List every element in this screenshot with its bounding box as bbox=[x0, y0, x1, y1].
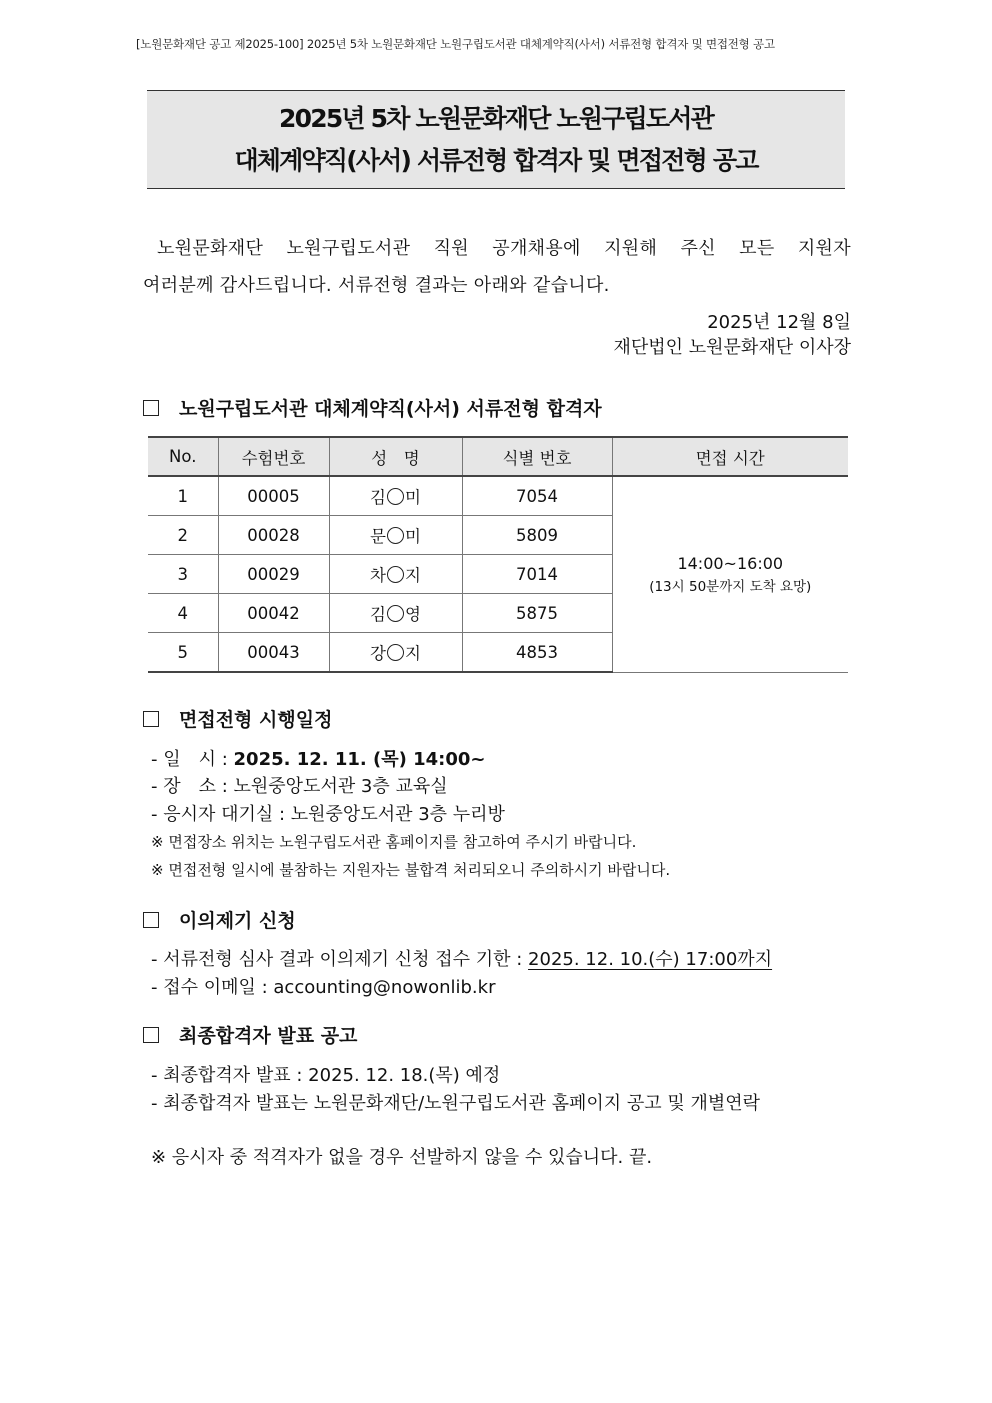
announcement-date: 2025년 12월 8일 bbox=[707, 312, 851, 333]
cell-id-number: 5809 bbox=[462, 516, 612, 555]
section-heading-text: 면접전형 시행일정 bbox=[179, 709, 333, 731]
intro-word: 지원자 bbox=[797, 238, 851, 259]
cell-name bbox=[329, 516, 462, 555]
name-first: 문 bbox=[370, 527, 386, 546]
table-header-row bbox=[148, 437, 848, 476]
interview-time: 14:00~16:00 bbox=[677, 553, 784, 573]
interview-place: - 장 소 : 노원중앙도서관 3층 교육실 bbox=[151, 776, 448, 797]
section-heading-text: 이의제기 신청 bbox=[179, 910, 296, 932]
col-header-no: No. bbox=[148, 437, 218, 476]
intro-word: 직원 bbox=[433, 238, 469, 259]
name-first: 김 bbox=[370, 488, 386, 507]
cell-no: 5 bbox=[148, 633, 218, 673]
intro-line-1 bbox=[143, 230, 851, 267]
intro-word: 주신 bbox=[680, 238, 716, 259]
interview-note: (13시 50분까지 도착 요망) bbox=[649, 578, 812, 595]
intro-word: 지원해 bbox=[604, 238, 658, 259]
name-last: 미 bbox=[405, 527, 421, 546]
interview-datetime bbox=[151, 745, 486, 771]
datetime-label: - 일 시 : bbox=[151, 749, 234, 770]
interview-note-1: ※ 면접장소 위치는 노원구립도서관 홈페이지를 참고하여 주시기 바랍니다. bbox=[151, 833, 637, 851]
document-header-line: [노원문화재단 공고 제2025-100] 2025년 5차 노원문화재단 노원구립도서관 대체계약직(사서) 서류전형 합격자 및 면접전형 공고 bbox=[136, 37, 775, 51]
cell-id-number: 5875 bbox=[462, 594, 612, 633]
objection-deadline bbox=[151, 945, 772, 971]
datetime-value: 2025. 12. 11. (목) 14:00~ bbox=[233, 749, 486, 770]
col-header-id-number: 식별 번호 bbox=[462, 437, 612, 476]
cell-no: 3 bbox=[148, 555, 218, 594]
intro-line-2: 여러분께 감사드립니다. 서류전형 결과는 아래와 같습니다. bbox=[143, 275, 610, 296]
cell-exam-number: 00005 bbox=[218, 476, 329, 516]
intro-word: 공개채용에 bbox=[492, 238, 581, 259]
cell-id-number: 7054 bbox=[462, 476, 612, 516]
masked-circle-icon bbox=[387, 605, 404, 622]
name-first: 차 bbox=[370, 566, 386, 585]
checkbox-square-icon bbox=[143, 1027, 159, 1043]
section-heading-passers bbox=[143, 394, 602, 421]
cell-exam-number: 00043 bbox=[218, 633, 329, 673]
masked-circle-icon bbox=[387, 488, 404, 505]
cell-no: 2 bbox=[148, 516, 218, 555]
final-announcement-method: - 최종합격자 발표는 노원문화재단/노원구립도서관 홈페이지 공고 및 개별연락 bbox=[151, 1093, 761, 1114]
cell-id-number: 4853 bbox=[462, 633, 612, 673]
cell-exam-number: 00029 bbox=[218, 555, 329, 594]
checkbox-square-icon bbox=[143, 711, 159, 727]
cell-no: 4 bbox=[148, 594, 218, 633]
name-last: 미 bbox=[405, 488, 421, 507]
col-header-exam-number: 수험번호 bbox=[218, 437, 329, 476]
passers-table bbox=[148, 436, 848, 673]
table-row bbox=[148, 476, 848, 516]
masked-circle-icon bbox=[387, 527, 404, 544]
intro-paragraph bbox=[143, 230, 851, 304]
cell-interview-time bbox=[612, 476, 848, 672]
objection-deadline-label: - 서류전형 심사 결과 이의제기 신청 접수 기한 : bbox=[151, 949, 529, 970]
checkbox-square-icon bbox=[143, 400, 159, 416]
checkbox-square-icon bbox=[143, 912, 159, 928]
name-first: 강 bbox=[370, 644, 386, 663]
cell-name bbox=[329, 555, 462, 594]
footer-note: ※ 응시자 중 적격자가 없을 경우 선발하지 않을 수 있습니다. 끝. bbox=[151, 1147, 653, 1168]
objection-deadline-value: 2025. 12. 10.(수) 17:00까지 bbox=[528, 949, 773, 970]
cell-name bbox=[329, 633, 462, 673]
col-header-name: 성 명 bbox=[329, 437, 462, 476]
section-heading-text: 최종합격자 발표 공고 bbox=[179, 1025, 358, 1047]
title-box bbox=[147, 90, 845, 189]
name-last: 지 bbox=[405, 644, 421, 663]
intro-word: 노원문화재단 bbox=[157, 238, 264, 259]
signer: 재단법인 노원문화재단 이사장 bbox=[613, 337, 851, 358]
section-heading-final-announcement bbox=[143, 1021, 357, 1048]
cell-name bbox=[329, 594, 462, 633]
col-header-interview-time: 면접 시간 bbox=[612, 437, 848, 476]
intro-word: 노원구립도서관 bbox=[286, 238, 411, 259]
title-line-1: 2025년 5차 노원문화재단 노원구립도서관 bbox=[279, 103, 713, 133]
section-heading-text: 노원구립도서관 대체계약직(사서) 서류전형 합격자 bbox=[179, 398, 602, 420]
title-line-2: 대체계약직(사서) 서류전형 합격자 및 면접전형 공고 bbox=[234, 145, 758, 175]
name-last: 영 bbox=[405, 605, 421, 624]
final-announcement-date: - 최종합격자 발표 : 2025. 12. 18.(목) 예정 bbox=[151, 1065, 501, 1086]
interview-waiting-room: - 응시자 대기실 : 노원중앙도서관 3층 누리방 bbox=[151, 804, 505, 825]
objection-email: - 접수 이메일 : accounting@nowonlib.kr bbox=[151, 977, 496, 998]
name-last: 지 bbox=[405, 566, 421, 585]
cell-exam-number: 00028 bbox=[218, 516, 329, 555]
cell-no: 1 bbox=[148, 476, 218, 516]
cell-exam-number: 00042 bbox=[218, 594, 329, 633]
section-heading-interview-schedule bbox=[143, 705, 332, 732]
cell-name bbox=[329, 476, 462, 516]
section-heading-objection bbox=[143, 906, 296, 933]
name-first: 김 bbox=[370, 605, 386, 624]
masked-circle-icon bbox=[387, 566, 404, 583]
masked-circle-icon bbox=[387, 644, 404, 661]
interview-note-2: ※ 면접전형 일시에 불참하는 지원자는 불합격 처리되오니 주의하시기 바랍니다. bbox=[151, 861, 671, 879]
cell-id-number: 7014 bbox=[462, 555, 612, 594]
intro-word: 모든 bbox=[739, 238, 775, 259]
